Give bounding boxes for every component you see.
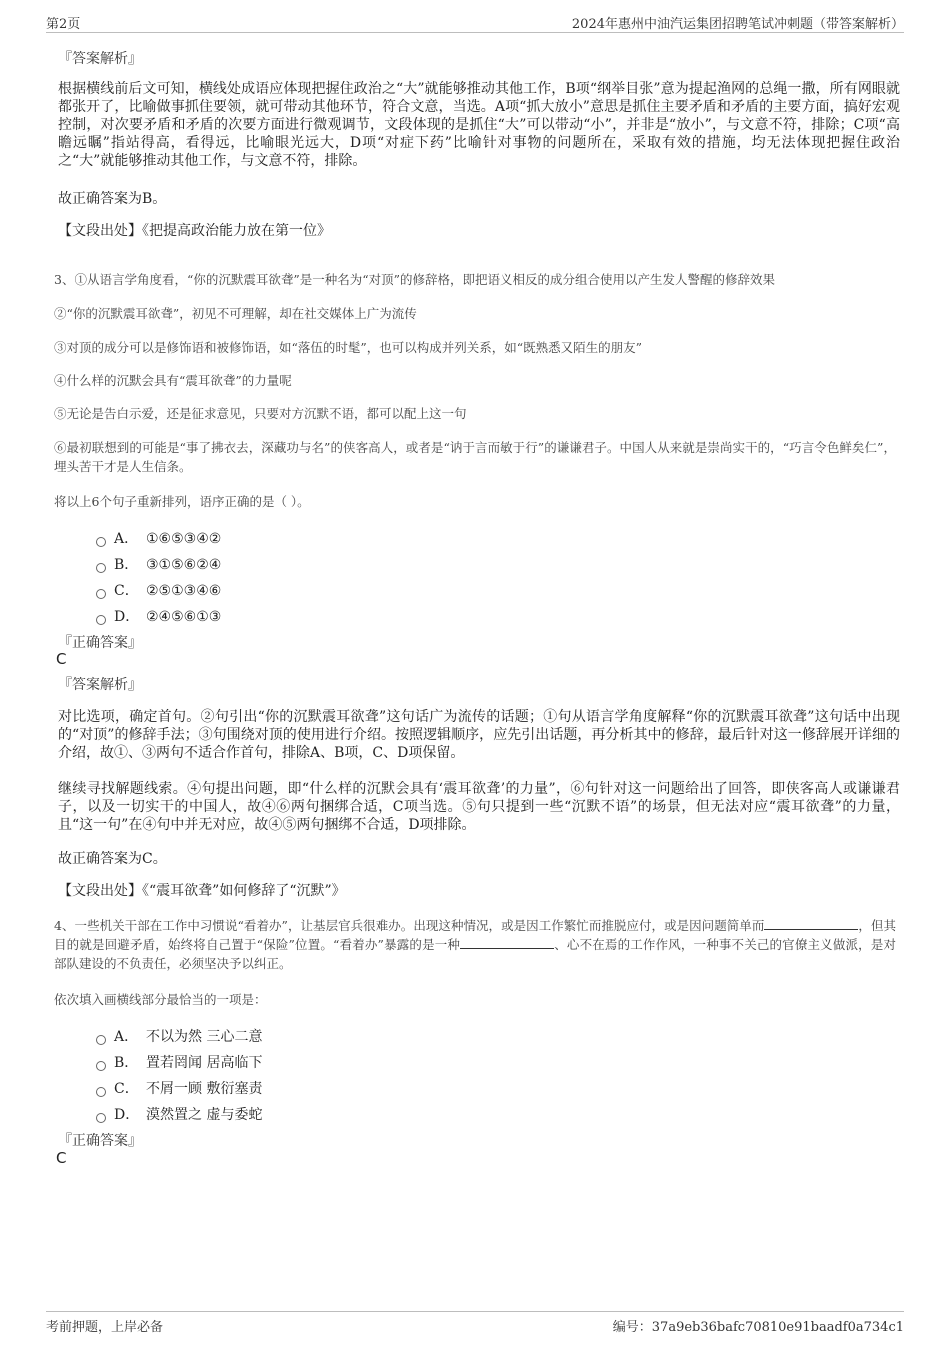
question-3-sentence-5: ⑤无论是告白示爱，还是征求意见，只要对方沉默不语，都可以配上这一句	[54, 406, 467, 421]
question-3-option-c[interactable]: C． ②⑤①③④⑥	[96, 580, 221, 600]
question-4-stem: 4、一些机关干部在工作中习惯说“看着办”，让基层官兵很难办。出现这种情况，或是因工作繁忙而推脱应付，或是因问题简单而 ，但其目的就是回避矛盾，始终将自己置于“保险”位置。“看着办”暴露的是一种 、心不在焉的工作作风，一种事不关己的官僚主义做派，是对部队建设的不负责任，必须坚决予以纠正。	[54, 918, 896, 971]
analysis-paragraph: 根据横线前后文可知，横线处成语应体现把握住政治之“大”就能够推动其他工作，B项“纲举目张”意为提起渔网的总绳一撒，所有网眼就都张开了，比喻做事抓住要领，就可带动其他环节，符合文意，当选。A项“抓大放小”意思是抓住主要矛盾和矛盾的主要方面，搞好宏观控制，对次要矛盾和矛盾的次要方面进行微观调节，文段体现的是抓住“大”可以带动“小”，并非是“放小”，与文意不符，排除；C项“高瞻远瞩”指站得高，看得远，比喻眼光远大，D项“对症下药”比喻针对事物的问题所在，采取有效的措施，均无法体现把握住政治之“大”就能够推动其他工作，与文意不符，排除。	[58, 81, 900, 169]
conclusion-text: 故正确答案为B。	[58, 191, 167, 207]
question-4-option-d[interactable]: D． 漠然置之 虚与委蛇	[96, 1104, 262, 1124]
correct-answer-value: C	[56, 650, 67, 668]
question-4-option-b[interactable]: B． 置若罔闻 居高临下	[96, 1052, 262, 1072]
analysis-paragraph-2: 继续寻找解题线索。④句提出问题，即“什么样的沉默会具有‘震耳欲聋’的力量”，⑥句针对这一问题给出了回答，即侠客高人或谦谦君子，以及一切实干的中国人，故④⑥两句捆绑合适，C项当选。⑤句只提到一些“沉默不语”的场景，但无法对应“震耳欲聋”的力量，且“这一句”在④句中并无对应，故④⑤两句捆绑不合适，D项排除。	[58, 781, 900, 833]
radio-circle-icon[interactable]	[96, 1061, 106, 1071]
document-code: 编号：37a9eb36bafc70810e91baadf0a734c1	[612, 1320, 904, 1335]
radio-circle-icon[interactable]	[96, 615, 106, 625]
question-3-instruction: 将以上6个句子重新排列，语序正确的是（ ）。	[54, 494, 310, 509]
question-3-sentence-4: ④什么样的沉默会具有“震耳欲聋”的力量呢	[54, 373, 292, 388]
question-3-sentence-3: ③对顶的成分可以是修饰语和被修饰语，如“落伍的时髦”，也可以构成并列关系，如“既熟悉又陌生的朋友”	[54, 340, 643, 355]
page-footer	[46, 1311, 904, 1336]
conclusion-text: 故正确答案为C。	[58, 851, 167, 867]
analysis-label: 『答案解析』	[58, 51, 142, 67]
question-4-instruction: 依次填入画横线部分最恰当的一项是：	[54, 992, 267, 1007]
radio-circle-icon[interactable]	[96, 589, 106, 599]
radio-circle-icon[interactable]	[96, 537, 106, 547]
correct-answer-label: 『正确答案』	[58, 1133, 142, 1149]
question-3-option-b[interactable]: B． ③①⑤⑥②④	[96, 554, 221, 574]
page-header	[46, 10, 904, 33]
footer-slogan: 考前押题，上岸必备	[46, 1320, 164, 1335]
document-title: 2024年惠州中油汽运集团招聘笔试冲刺题（带答案解析）	[571, 17, 904, 32]
radio-circle-icon[interactable]	[96, 1035, 106, 1045]
question-3-stem: 3、①从语言学角度看，“你的沉默震耳欲聋”是一种名为“对顶”的修辞格，即把语义相反的成分组合使用以产生发人警醒的修辞效果	[54, 272, 776, 287]
correct-answer-label: 『正确答案』	[58, 635, 142, 651]
analysis-paragraph-1: 对比选项，确定首句。②句引出“你的沉默震耳欲聋”这句话广为流传的话题；①句从语言学角度解释“你的沉默震耳欲聋”这句话中出现的“对顶”的修辞手法；③句围绕对顶的使用进行介绍。按照逻辑顺序，应先引出话题，再分析其中的修辞，最后针对这一修辞展开详细的介绍，故①、③两句不适合作首句，排除A、B项，C、D项保留。	[58, 709, 900, 761]
correct-answer-value: C	[56, 1149, 67, 1167]
question-3-option-d[interactable]: D． ②④⑤⑥①③	[96, 606, 221, 626]
page-number: 第2页	[46, 17, 81, 32]
question-4-option-a[interactable]: A． 不以为然 三心二意	[96, 1026, 262, 1046]
source-citation: 【文段出处】《把提高政治能力放在第一位》	[58, 223, 331, 239]
question-3-option-a[interactable]: A． ①⑥⑤③④②	[96, 528, 221, 548]
question-3-sentence-2: ②“你的沉默震耳欲聋”，初见不可理解，却在社交媒体上广为流传	[54, 306, 417, 321]
radio-circle-icon[interactable]	[96, 1087, 106, 1097]
radio-circle-icon[interactable]	[96, 1113, 106, 1123]
fill-blank-2	[460, 936, 554, 949]
fill-blank-1	[764, 917, 858, 930]
analysis-label: 『答案解析』	[58, 677, 142, 693]
radio-circle-icon[interactable]	[96, 563, 106, 573]
question-4-option-c[interactable]: C． 不屑一顾 敷衍塞责	[96, 1078, 262, 1098]
source-citation: 【文段出处】《“震耳欲聋”如何修辞了“沉默”》	[58, 883, 346, 899]
question-3-sentence-6: ⑥最初联想到的可能是“事了拂衣去，深藏功与名”的侠客高人，或者是“讷于言而敏于行”的谦谦君子。中国人从来就是崇尚实干的，“巧言令色鲜矣仁”，埋头苦干才是人生信条。	[54, 440, 896, 474]
